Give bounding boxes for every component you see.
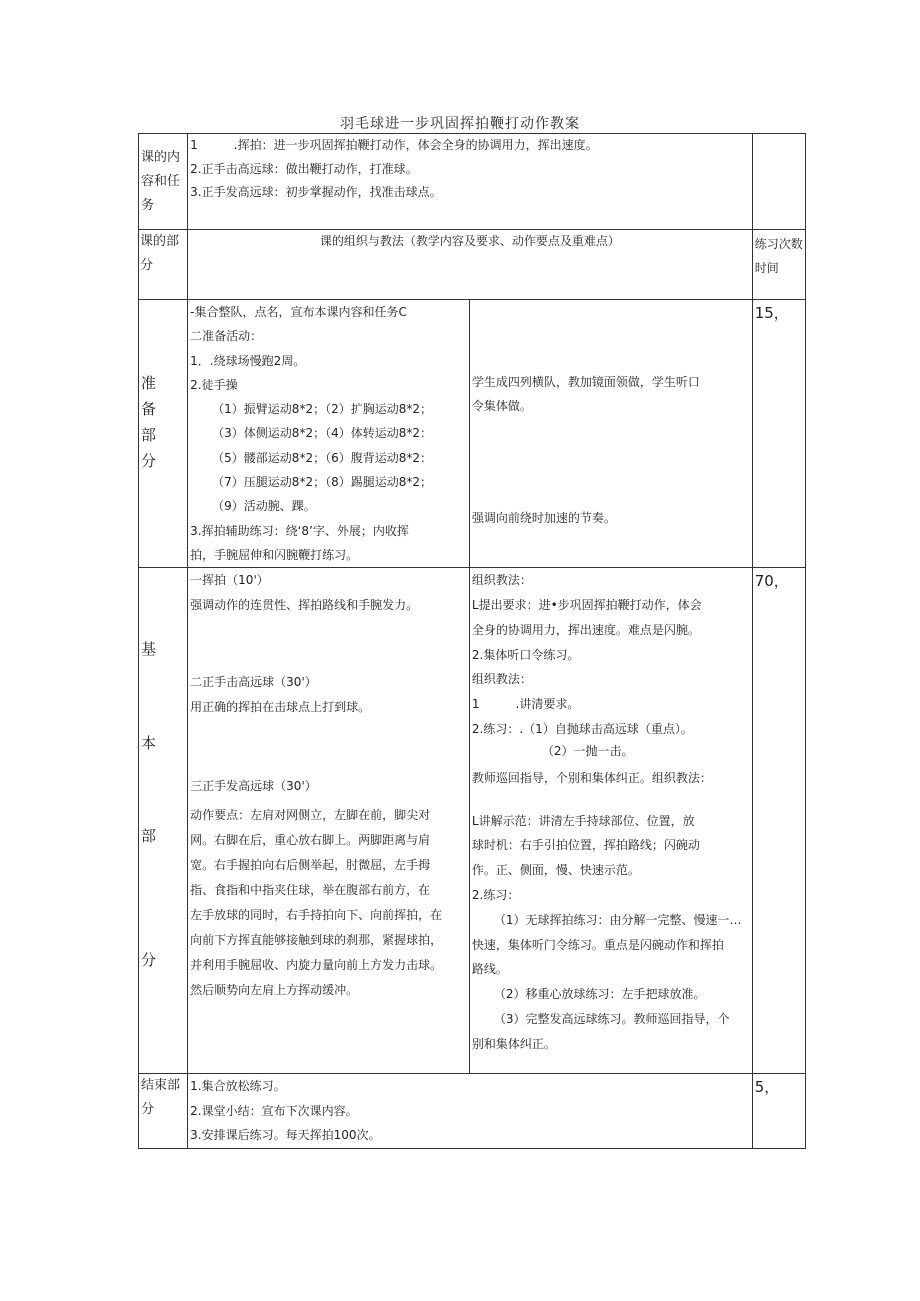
prep-note: 学生成四列横队，教加镜面领做，学生听口 — [471, 375, 700, 389]
header-row — [139, 230, 806, 300]
basic-note: 路线。 — [471, 962, 508, 977]
prep-note: 令集体做。 — [471, 399, 532, 413]
prep-line: 3.挥拍辅助练习：绕‘8’字、外展；内收挥 — [190, 523, 409, 538]
basic-note: 别和集体纠正。 — [471, 1036, 556, 1051]
basic-line: 三正手发高远球（30'） — [190, 779, 317, 794]
prep-label-char: 准 — [141, 374, 157, 392]
basic-note: L提出要求：进•步巩固挥拍鞭打动作，体会 — [471, 598, 702, 613]
content-row — [139, 134, 806, 230]
prep-line: （1）振臂运动8*2；（2）扩胸运动8*2； — [212, 402, 432, 417]
prep-time-cell — [752, 300, 805, 568]
prep-line: 二准备活动： — [190, 329, 263, 344]
basic-line: 一挥拍（10'） — [190, 573, 269, 588]
method-header: 课的组织与教法（教学内容及要求、动作要点及重难点） — [319, 234, 620, 248]
prep-label-char: 部 — [141, 426, 157, 444]
content-time-cell — [752, 134, 805, 230]
end-item: 2.课堂小结：宣布下次课内容。 — [190, 1103, 358, 1118]
basic-label-char: 部 — [141, 827, 157, 846]
prep-line: （3）体侧运动8*2；（4）体转运动8*2： — [212, 426, 432, 441]
content-label-cell — [139, 134, 188, 230]
end-row — [139, 1074, 806, 1149]
basic-note: （1）无球挥拍练习：由分解一完整、慢速一… — [493, 912, 742, 927]
time-header-cell — [752, 230, 805, 300]
prep-line: 拍，手腕屈伸和闪腕鞭打练习。 — [190, 547, 359, 562]
prep-note: 强调向前绕时加速的节奏。 — [471, 511, 616, 525]
basic-note: 2.集体听口令练习。 — [471, 647, 580, 662]
basic-label-char: 本 — [141, 733, 157, 752]
basic-line: 二正手击高远球（30'） — [190, 675, 317, 690]
part-header: 课的部分 — [140, 234, 180, 273]
content-item: 1 .挥拍：进一步巩固挥拍鞭打动作，体会全身的协调用力，挥出速度。 — [190, 138, 598, 152]
basic-line: 向前下方挥直能够接触到球的刹那，紧握球拍， — [190, 933, 443, 948]
basic-left-cell — [188, 568, 470, 1074]
basic-note: 组织教法： — [471, 573, 532, 588]
time-header: 练习次数时间 — [754, 237, 803, 275]
end-time: 5， — [754, 1078, 780, 1097]
content-label: 课的内容和任务 — [141, 149, 181, 213]
lesson-plan-table — [138, 133, 806, 1149]
basic-line: 宽。右手握拍向右后侧举起，肘微屈，左手拇 — [190, 858, 431, 873]
method-header-cell — [188, 230, 753, 300]
prep-line: 2.徒手操 — [190, 377, 238, 392]
prep-label-cell — [139, 300, 188, 568]
part-header-cell — [139, 230, 188, 300]
basic-note: （3）完整发高远球练习。教师巡回指导，个 — [493, 1012, 730, 1027]
content-item: 3.正手发高远球：初步掌握动作，找准击球点。 — [190, 185, 442, 199]
basic-row — [139, 568, 806, 1074]
basic-note: 2.练习：.（1）自抛球击高远球（重点）。 — [471, 722, 693, 737]
basic-line: 动作要点：左肩对网侧立，左脚在前，脚尖对 — [190, 808, 431, 823]
basic-time-cell — [752, 568, 805, 1074]
prep-right-cell — [469, 300, 752, 568]
end-items-cell — [188, 1074, 753, 1149]
prep-line: 1．.绕球场慢跑2周。 — [190, 353, 306, 368]
basic-note: 1 .讲清要求。 — [471, 697, 580, 712]
basic-note: 球时机：右手引拍位置，挥拍路线；闪碗动 — [471, 838, 700, 853]
basic-label-char: 分 — [141, 950, 157, 969]
basic-note: 教师巡回指导，个别和集体纠正。组织教法： — [471, 770, 712, 785]
prep-line: （5）髅部运动8*2；（6）腹背运动8*2： — [212, 450, 432, 465]
basic-line: 强调动作的连贯性、挥拍路线和手腕发力。 — [190, 598, 419, 613]
basic-note: 作。正、侧面，慢、快速示范。 — [471, 863, 640, 878]
basic-label-cell — [139, 568, 188, 1074]
basic-right-cell — [469, 568, 752, 1074]
end-item: 3.安排课后练习。每天挥拍100次。 — [190, 1128, 381, 1143]
prep-line: -集合整队，点名，宣布本课内容和任务C — [190, 305, 407, 319]
basic-note: （2）移重心放球练习：左手把球放准。 — [493, 987, 706, 1002]
basic-line: 指、食指和中指夹住球，举在腹部右前方，在 — [190, 883, 431, 898]
basic-note: L讲解示范：讲清左手持球部位、位置，放 — [471, 813, 695, 828]
end-label: 结束部分 — [141, 1078, 181, 1118]
basic-line: 并利用手腕屈收、内旋力量向前上方发力击球。 — [190, 958, 443, 973]
prep-time: 15， — [754, 304, 789, 322]
prep-line: （7）压腿运动8*2；（8）踢腿运动8*2； — [212, 475, 432, 490]
content-items-cell — [188, 134, 753, 230]
end-item: 1.集合放松练习。 — [190, 1079, 286, 1094]
basic-line: 然后顺势向左肩上方挥动缓冲。 — [190, 983, 359, 998]
prep-left-cell — [188, 300, 470, 568]
basic-note: 组织教法： — [471, 672, 532, 687]
basic-time: 70， — [754, 572, 789, 591]
basic-note: 2.练习： — [471, 888, 520, 903]
basic-line: 用正确的挥拍在击球点上打到球。 — [190, 700, 371, 715]
prep-line: （9）活动腕、踝。 — [212, 499, 316, 514]
basic-label-char: 基 — [141, 640, 157, 659]
basic-note: 快速，集体听门令练习。重点是闪碗动作和挥拍 — [471, 937, 724, 952]
basic-note: 全身的协调用力，挥出速度。难点是闪腕。 — [471, 622, 700, 637]
end-label-cell — [139, 1074, 188, 1149]
basic-note: （2）一抛一击。 — [541, 743, 634, 758]
basic-line: 网。右脚在后，重心放右脚上。两脚距离与肩 — [190, 833, 431, 848]
prep-label-char: 备 — [141, 400, 157, 418]
end-time-cell — [752, 1074, 805, 1149]
prep-label-char: 分 — [141, 452, 157, 470]
content-item: 2.正手击高远球：做出鞭打动作，打准球。 — [190, 161, 418, 176]
basic-line: 左手放球的同时，右手持拍向下、向前挥拍，在 — [190, 908, 443, 923]
prep-row — [139, 300, 806, 568]
page-title: 羽毛球进一步巩固挥拍鞭打动作教案 — [340, 116, 580, 132]
